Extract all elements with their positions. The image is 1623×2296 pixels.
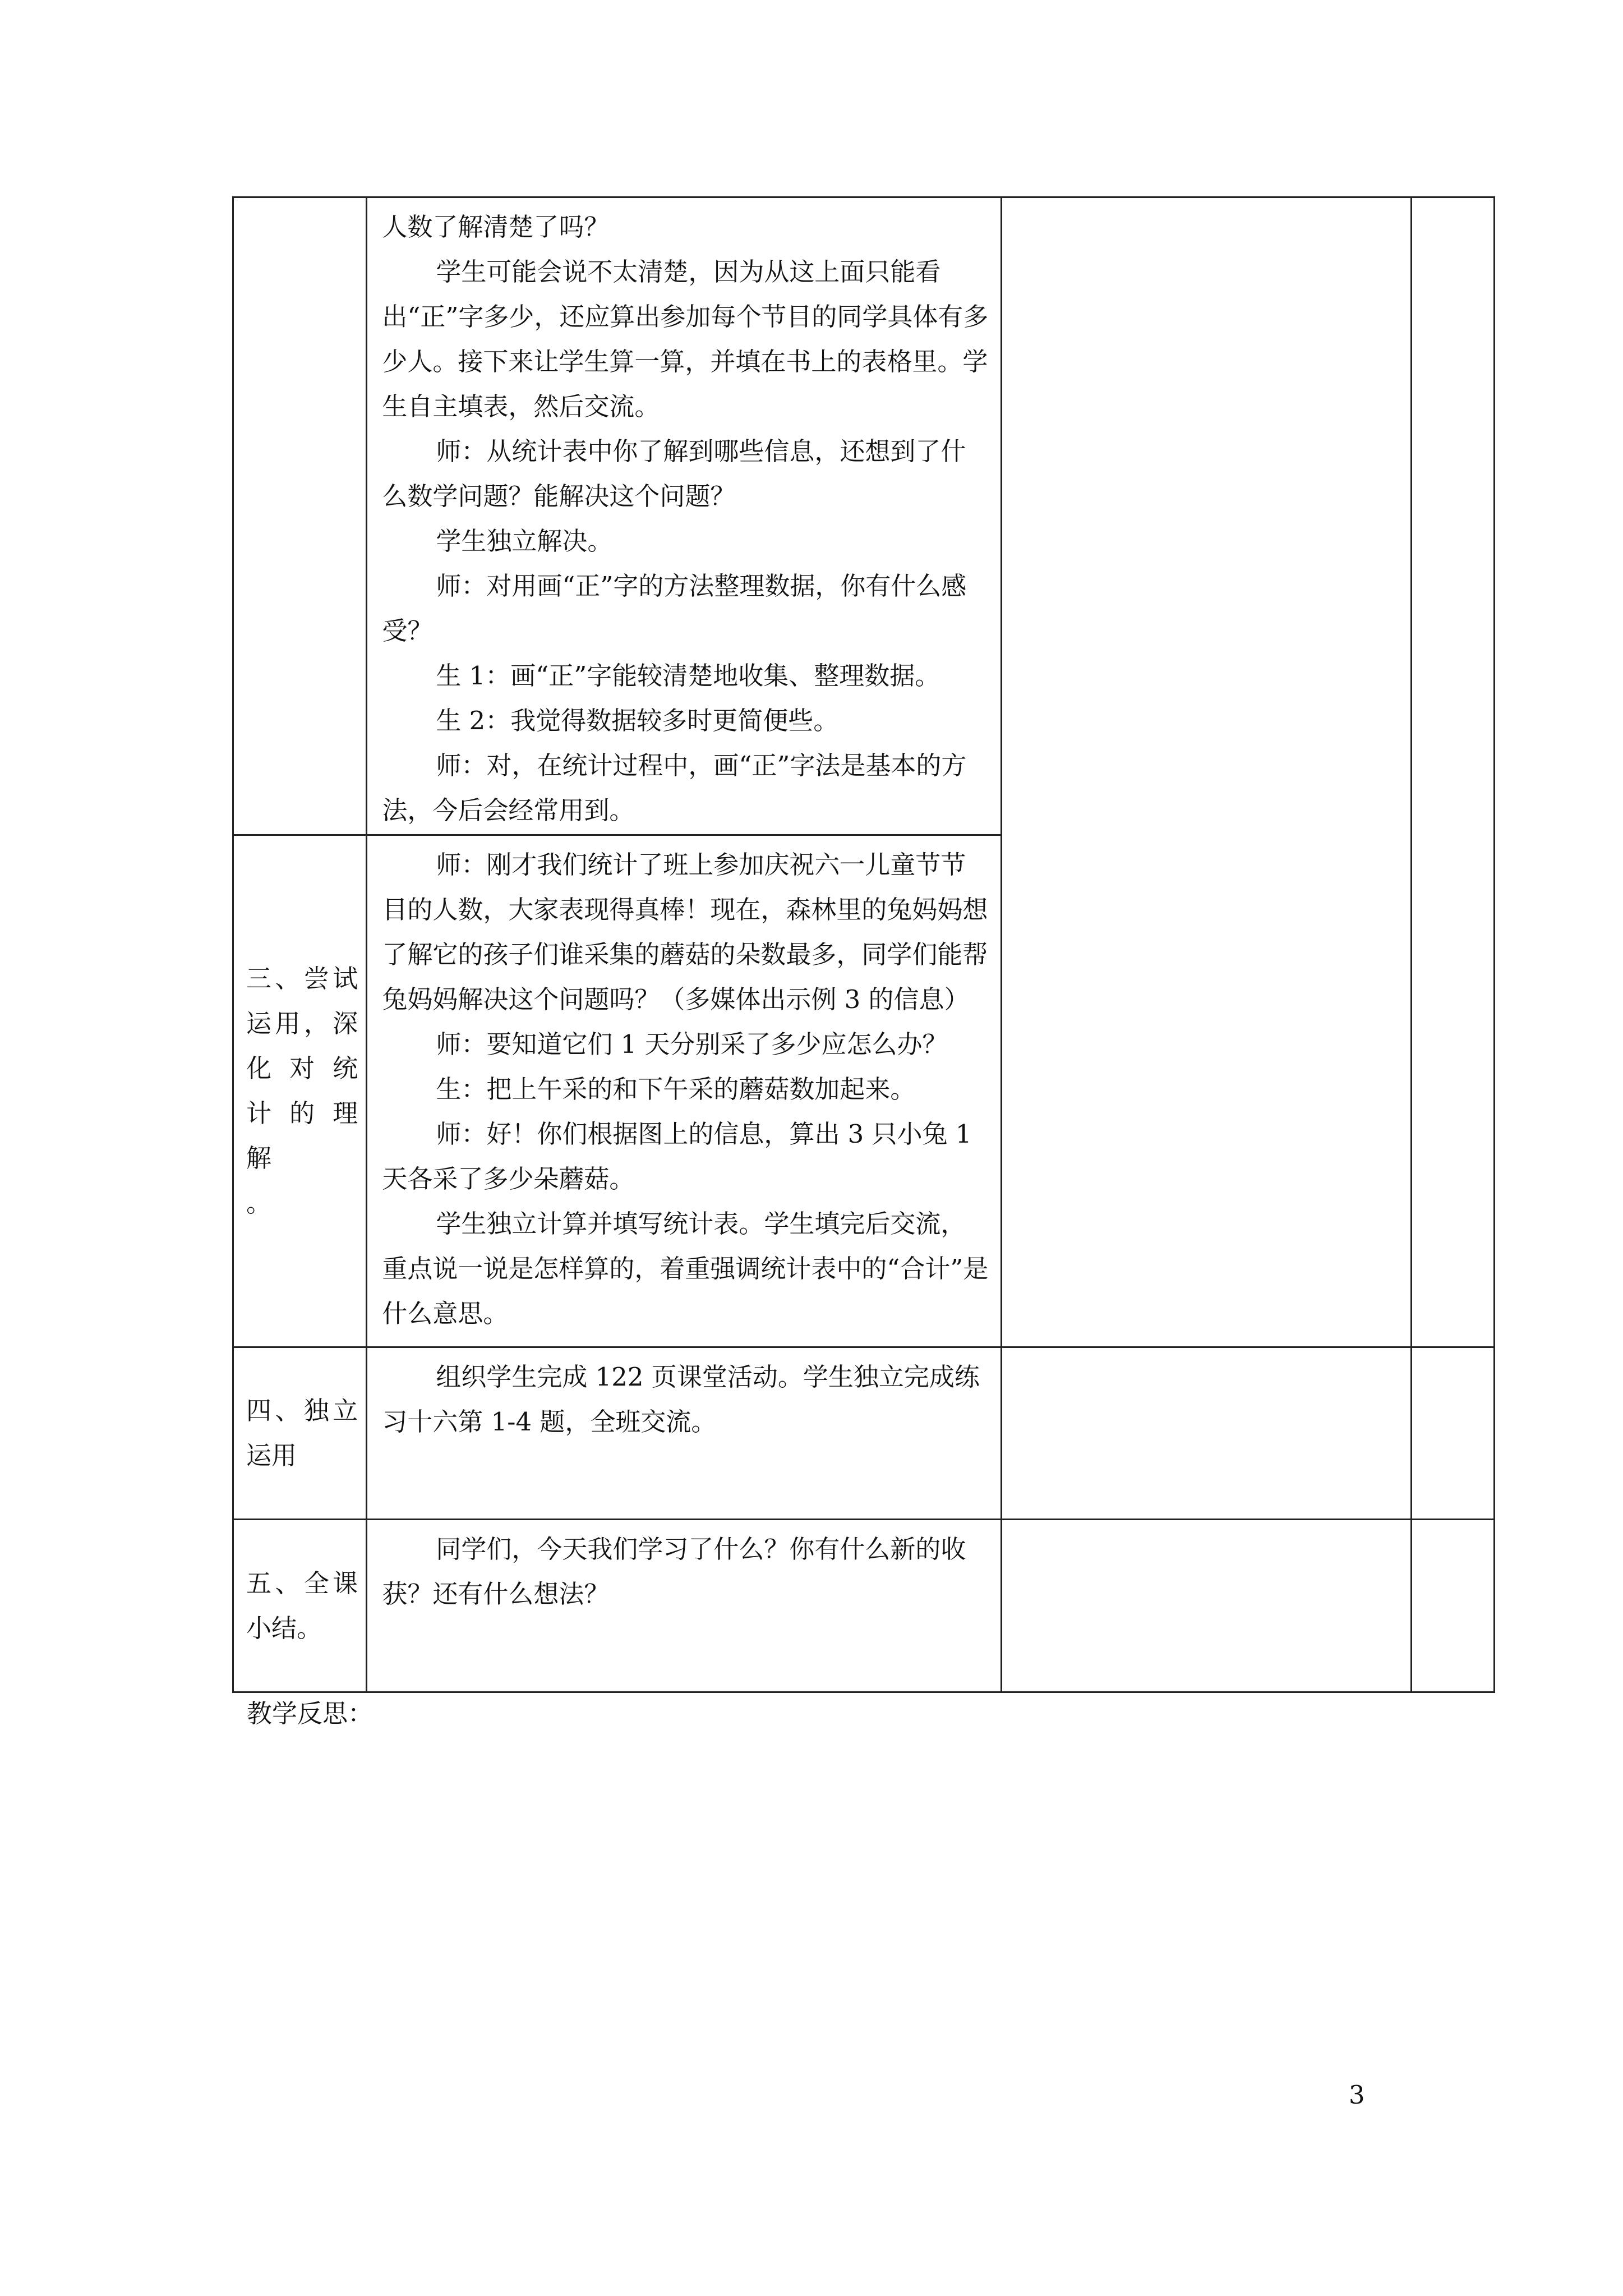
stage-cell-independent-application xyxy=(233,1347,367,1520)
content-paragraph: 师：对，在统计过程中，画“正”字法是基本的方法，今后会经常用到。 xyxy=(382,751,967,825)
content-paragraph: 师：从统计表中你了解到哪些信息，还想到了什么数学问题？能解决这个问题？ xyxy=(382,436,966,511)
content-paragraph: 学生独立计算并填写统计表。学生填完后交流，重点说一说是怎样算的，着重强调统计表中的“合计”是什么意思。 xyxy=(382,1209,989,1328)
extra-cell xyxy=(1411,197,1494,1347)
stage-line: 解 xyxy=(246,1143,272,1173)
design-intent-cell xyxy=(1001,197,1411,1347)
stage-cell-summary xyxy=(233,1520,367,1692)
stage-line: 三、尝试 xyxy=(246,964,358,993)
content-paragraph: 师：刚才我们统计了班上参加庆祝六一儿童节节目的人数，大家表现得真棒！现在，森林里的兔妈妈想了解它的孩子们谁采集的蘑菇的朵数最多，同学们能帮兔妈妈解决这个问题吗？（多媒体出示例 3 的信息） xyxy=(382,850,988,1014)
content-paragraph: 生 1：画“正”字能较清楚地收集、整理数据。 xyxy=(436,661,940,691)
content-cell xyxy=(367,1347,1002,1520)
content-cell xyxy=(367,1520,1002,1692)
table-row xyxy=(233,197,1495,835)
content-paragraph: 学生可能会说不太清楚，因为从这上面只能看出“正”字多少，还应算出参加每个节目的同学具体有多少人。接下来让学生算一算，并填在书上的表格里。学生自主填表，然后交流。 xyxy=(382,257,989,421)
content-paragraph: 同学们，今天我们学习了什么？你有什么新的收获？还有什么想法？ xyxy=(382,1534,966,1609)
content-paragraph: 师：对用画“正”字的方法整理数据，你有什么感受？ xyxy=(382,571,967,646)
stage-line: 化 对 统 xyxy=(246,1053,358,1083)
content-paragraph: 生：把上午采的和下午采的蘑菇数加起来。 xyxy=(436,1074,916,1104)
content-cell xyxy=(367,197,1002,835)
teaching-reflection-label: 教学反思： xyxy=(247,1699,374,1728)
content-paragraph: 师：好！你们根据图上的信息，算出 3 只小兔 1 天各采了多少朵蘑菇。 xyxy=(382,1119,972,1194)
page-number: 3 xyxy=(1349,2080,1365,2110)
content-paragraph: 人数了解清楚了吗？ xyxy=(382,212,610,242)
content-paragraph: 生 2：我觉得数据较多时更简便些。 xyxy=(436,706,839,735)
stage-line: 五、全课 xyxy=(246,1568,358,1598)
table-row xyxy=(233,1520,1495,1692)
design-intent-cell xyxy=(1001,1520,1411,1692)
extra-cell xyxy=(1411,1347,1494,1520)
lesson-plan-table xyxy=(232,196,1495,1693)
content-paragraph: 师：要知道它们 1 天分别采了多少应怎么办？ xyxy=(436,1029,948,1059)
stage-cell xyxy=(233,197,367,835)
extra-cell xyxy=(1411,1520,1494,1692)
table-row xyxy=(233,1347,1495,1520)
content-paragraph: 组织学生完成 122 页课堂活动。学生独立完成练习十六第 1-4 题，全班交流。 xyxy=(382,1362,980,1437)
stage-line: 运用，深 xyxy=(246,1009,358,1038)
stage-line: 小结。 xyxy=(246,1613,322,1643)
stage-line: 运用 xyxy=(246,1441,297,1470)
stage-line: 四、独立 xyxy=(246,1396,358,1425)
stage-line: 。 xyxy=(246,1188,272,1218)
content-cell xyxy=(367,835,1002,1347)
content-paragraph: 学生独立解决。 xyxy=(436,526,613,556)
stage-cell-trial-application xyxy=(233,835,367,1347)
design-intent-cell xyxy=(1001,1347,1411,1520)
stage-line: 计 的 理 xyxy=(246,1098,358,1128)
